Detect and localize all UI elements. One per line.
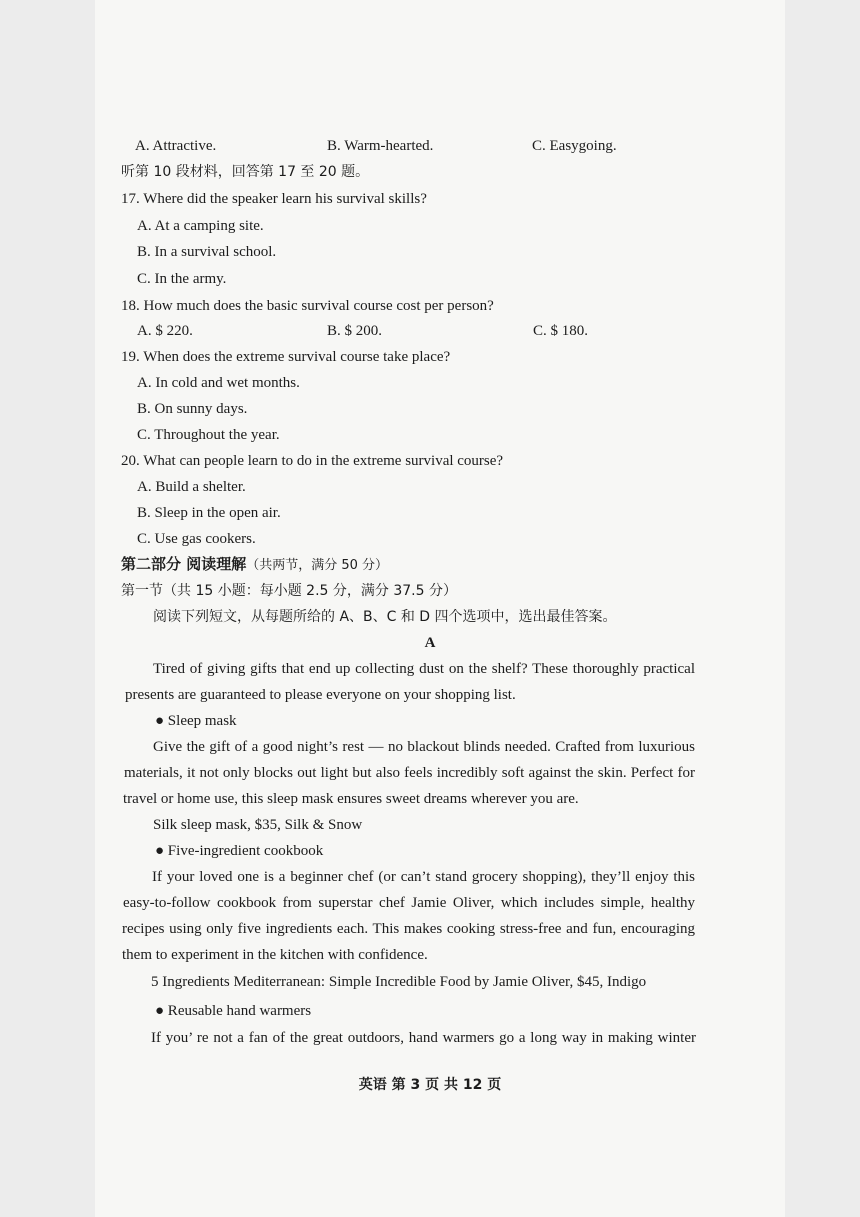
item1-line3: travel or home use, this sleep mask ensures sweet dreams wherever you are. <box>123 791 579 807</box>
part2-title: 第二部分 阅读理解 <box>121 555 247 573</box>
q20-option-c: C. Use gas cookers. <box>137 531 256 547</box>
item3-line1: If you’ re not a fan of the great outdoors, hand warmers go a long way in making winter <box>151 1030 696 1046</box>
passage-intro-line1: Tired of giving gifts that end up collecting dust on the shelf? These thoroughly practical <box>153 661 695 677</box>
passage-label: A <box>424 635 436 651</box>
q19-option-c: C. Throughout the year. <box>137 427 280 443</box>
item2-line2: easy-to-follow cookbook from superstar chef Jamie Oliver, which includes simple, healthy <box>123 895 695 911</box>
item1-line2: materials, it not only blocks out light but also feels incredibly soft against the skin. Perfect for <box>124 765 695 781</box>
q17-option-a: A. At a camping site. <box>137 218 264 234</box>
q19-question: 19. When does the extreme survival course take place? <box>121 349 451 365</box>
section1-heading: 第一节（共 15 小题：每小题 2.5 分，满分 37.5 分） <box>121 583 457 599</box>
reading-instruction: 阅读下列短文，从每题所给的 A、B、C 和 D 四个选项中，选出最佳答案。 <box>153 609 617 625</box>
item1-price: Silk sleep mask, $35, Silk & Snow <box>153 817 363 833</box>
q16-option-c: C. Easygoing. <box>532 138 617 154</box>
q19-option-b: B. On sunny days. <box>137 401 248 417</box>
q19-option-a: A. In cold and wet months. <box>137 375 300 391</box>
q20-question: 20. What can people learn to do in the extreme survival course? <box>121 453 504 469</box>
part2-title-note: （共两节，满分 50 分） <box>246 558 389 573</box>
q18-option-b: B. $ 200. <box>327 323 383 339</box>
q17-option-c: C. In the army. <box>137 271 227 287</box>
q16-option-a: A. Attractive. <box>135 138 217 154</box>
item2-line3: recipes using only five ingredients each. This makes cooking stress-free and fun, encouraging <box>122 921 695 937</box>
q20-option-a: A. Build a shelter. <box>137 479 246 495</box>
q20-option-b: B. Sleep in the open air. <box>137 505 281 521</box>
section10-instruction: 听第 10 段材料，回答第 17 至 20 题。 <box>121 164 370 180</box>
item1-line1: Give the gift of a good night’s rest — no blackout blinds needed. Crafted from luxurious <box>153 739 695 755</box>
item2-price: 5 Ingredients Mediterranean: Simple Incredible Food by Jamie Oliver, $45, Indigo <box>151 974 647 990</box>
q17-question: 17. Where did the speaker learn his survival skills? <box>121 191 427 207</box>
item3-title: ● Reusable hand warmers <box>155 1003 312 1019</box>
q16-option-b: B. Warm-hearted. <box>327 138 434 154</box>
item2-line1: If your loved one is a beginner chef (or can’t stand grocery shopping), they’ll enjoy this <box>152 869 695 885</box>
part2-heading <box>121 555 388 575</box>
q17-option-b: B. In a survival school. <box>137 244 277 260</box>
q18-option-c: C. $ 180. <box>533 323 589 339</box>
item2-line4: them to experiment in the kitchen with confidence. <box>122 947 428 963</box>
item2-title: ● Five-ingredient cookbook <box>155 843 324 859</box>
item1-title: ● Sleep mask <box>155 713 237 729</box>
q18-question: 18. How much does the basic survival course cost per person? <box>121 298 494 314</box>
passage-intro-line2: presents are guaranteed to please everyone on your shopping list. <box>125 687 516 703</box>
q18-option-a: A. $ 220. <box>137 323 193 339</box>
page-footer: 英语 第 3 页 共 12 页 <box>358 1077 502 1093</box>
